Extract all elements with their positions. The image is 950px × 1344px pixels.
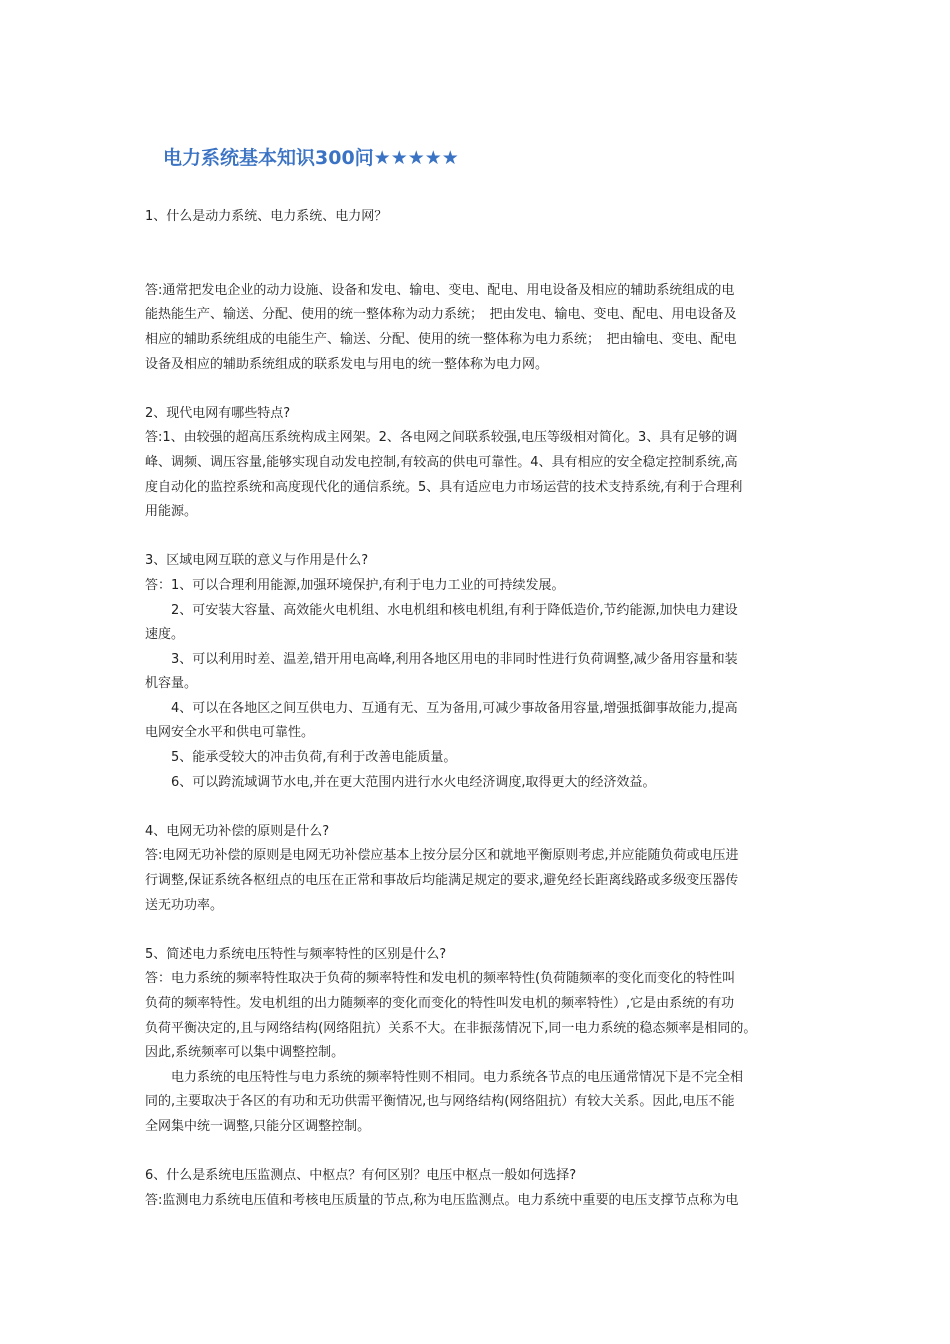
spacer bbox=[145, 525, 815, 550]
answer-line: 答：电力系统的频率特性取决于负荷的频率特性和发电机的频率特性(负荷随频率的变化而变化的特性叫 bbox=[145, 971, 736, 987]
answer-line: 4、可以在各地区之间互供电力、互通有无、互为备用,可减少事故备用容量,增强抵御事故能力,提高 bbox=[145, 700, 738, 716]
question-1: 1、什么是动力系统、电力系统、电力网？ bbox=[145, 209, 388, 224]
answer-line: 设备及相应的辅助系统组成的联系发电与用电的统一整体称为电力网。 bbox=[145, 356, 549, 372]
answer-line: 因此,系统频率可以集中调整控制。 bbox=[145, 1045, 345, 1061]
answer-line: 答：1、可以合理利用能源,加强环境保护,有利于电力工业的可持续发展。 bbox=[145, 577, 565, 593]
answer-line: 用能源。 bbox=[145, 504, 198, 520]
document-title: 电力系统基本知识300问★★★★★ bbox=[163, 147, 459, 169]
answer-line: 机容量。 bbox=[145, 676, 198, 692]
document-body bbox=[145, 205, 815, 1213]
answer-line: 2、可安装大容量、高效能火电机组、水电机组和核电机组,有利于降低造价,节约能源,加快电力建设 bbox=[145, 602, 738, 618]
answer-line: 负荷的频率特性。发电机组的出力随频率的变化而变化的特性叫发电机的频率特性）,它是由系统的有功 bbox=[145, 996, 735, 1011]
answer-line: 6、可以跨流域调节水电,并在更大范围内进行水火电经济调度,取得更大的经济效益。 bbox=[145, 774, 656, 790]
answer-line: 负荷平衡决定的,且与网络结构(网络阻抗）关系不大。在非振荡情况下,同一电力系统的稳态频率是相同的。 bbox=[145, 1020, 757, 1036]
answer-line: 电力系统的电压特性与电力系统的频率特性则不相同。电力系统各节点的电压通常情况下是不完全相 bbox=[145, 1069, 744, 1085]
answer-line: 答:监测电力系统电压值和考核电压质量的节点,称为电压监测点。电力系统中重要的电压支撑节点称为电 bbox=[145, 1192, 739, 1208]
answer-line: 行调整,保证系统各枢纽点的电压在正常和事故后均能满足规定的要求,避免经长距离线路或多级变压器传 bbox=[145, 873, 739, 889]
answer-line: 度自动化的监控系统和高度现代化的通信系统。5、具有适应电力市场运营的技术支持系统,有利于合理利 bbox=[145, 479, 743, 495]
answer-line: 答:电网无功补偿的原则是电网无功补偿应基本上按分层分区和就地平衡原则考虑,并应能随负荷或电压进 bbox=[145, 848, 739, 864]
question-6: 6、什么是系统电压监测点、中枢点？有何区别？电压中枢点一般如何选择? bbox=[145, 1168, 577, 1184]
spacer bbox=[145, 377, 815, 402]
spacer bbox=[145, 230, 815, 255]
spacer bbox=[145, 1140, 815, 1165]
spacer bbox=[145, 918, 815, 943]
answer-line: 5、能承受较大的冲击负荷,有利于改善电能质量。 bbox=[145, 750, 457, 766]
question-2: 2、现代电网有哪些特点? bbox=[145, 405, 291, 421]
answer-line: 3、可以利用时差、温差,错开用电高峰,利用各地区用电的非同时性进行负荷调整,减少备用容量和装 bbox=[145, 651, 738, 667]
answer-line: 同的,主要取决于各区的有功和无功供需平衡情况,也与网络结构(网络阻抗）有较大关系。因此,电压不能 bbox=[145, 1094, 735, 1110]
answer-line: 能热能生产、输送、分配、使用的统一整体称为动力系统； 把由发电、输电、变电、配电、用电设备及 bbox=[145, 307, 737, 323]
spacer bbox=[145, 795, 815, 820]
answer-line: 全网集中统一调整,只能分区调整控制。 bbox=[145, 1118, 371, 1134]
question-5: 5、简述电力系统电压特性与频率特性的区别是什么? bbox=[145, 946, 447, 962]
answer-line: 峰、调频、调压容量,能够实现自动发电控制,有较高的供电可靠性。4、具有相应的安全稳定控制系统,高 bbox=[145, 454, 738, 470]
answer-line: 答:通常把发电企业的动力设施、设备和发电、输电、变电、配电、用电设备及相应的辅助系统组成的电 bbox=[145, 282, 735, 298]
answer-line: 速度。 bbox=[145, 627, 185, 643]
question-3: 3、区域电网互联的意义与作用是什么? bbox=[145, 553, 369, 569]
answer-line: 电网安全水平和供电可靠性。 bbox=[145, 725, 315, 741]
answer-line: 答:1、由较强的超高压系统构成主网架。2、各电网之间联系较强,电压等级相对简化。3、具有足够的调 bbox=[145, 430, 738, 446]
spacer bbox=[145, 254, 815, 279]
answer-line: 送无功功率。 bbox=[145, 897, 224, 913]
question-4: 4、电网无功补偿的原则是什么? bbox=[145, 823, 330, 839]
answer-line: 相应的辅助系统组成的电能生产、输送、分配、使用的统一整体称为电力系统； 把由输电、变电、配电 bbox=[145, 331, 737, 347]
